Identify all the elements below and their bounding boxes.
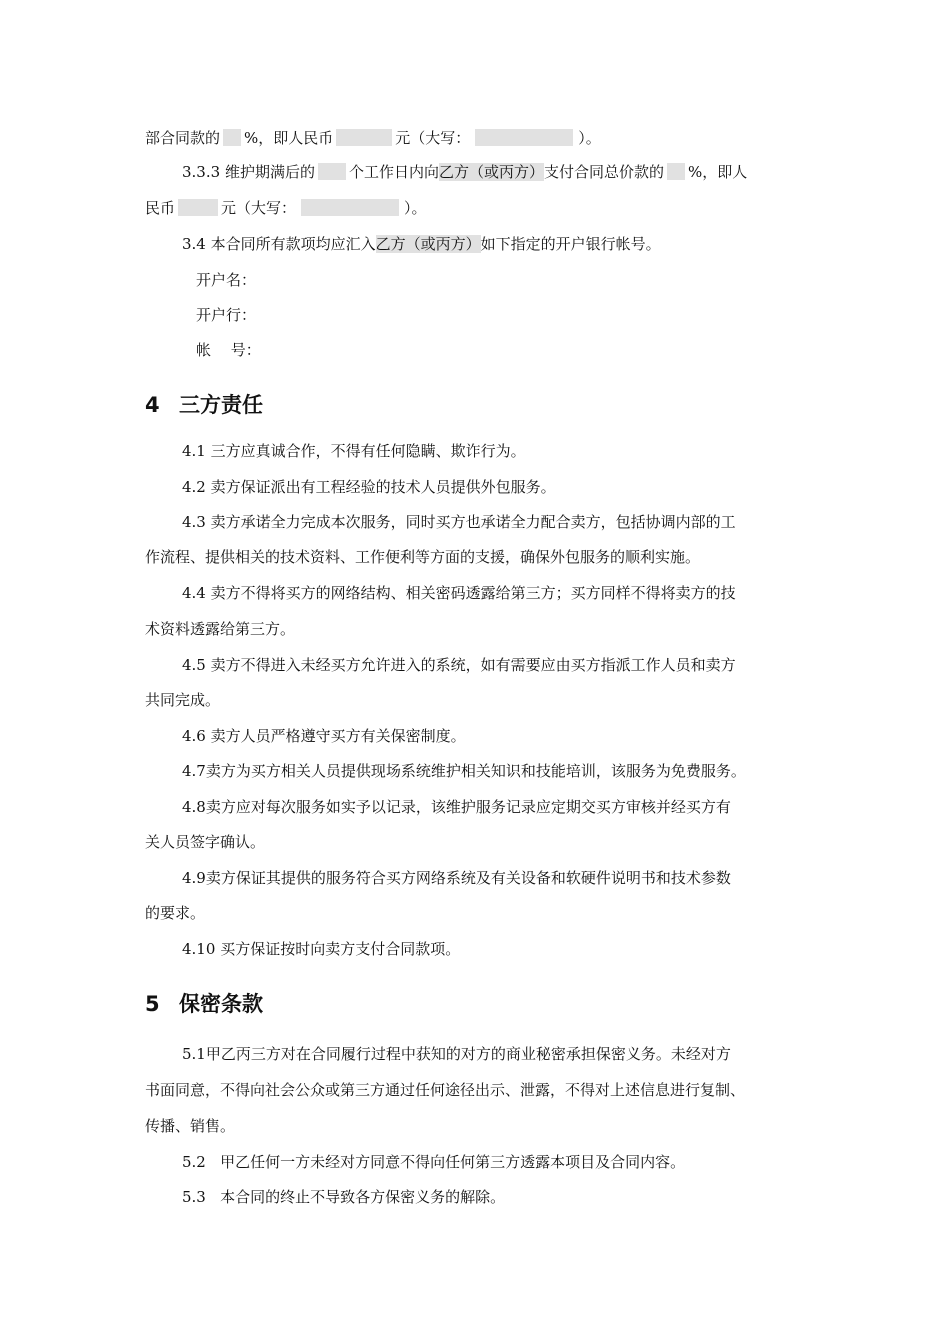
clause-number: 4.6 — [182, 727, 206, 745]
section-heading-5 — [145, 991, 263, 1017]
clause-number: 3.3.3 — [182, 163, 221, 181]
clause-number: 4.3 — [182, 513, 206, 531]
clause-4-3: 4.3 卖方承诺全力完成本次服务，同时买方也承诺全力配合卖方，包括协调内部的工 — [182, 513, 736, 531]
bank-field-account-name: 开户名： — [196, 271, 257, 289]
clause-4-7: 4.7卖方为买方相关人员提供现场系统维护相关知识和技能培训，该服务为免费服务。 — [182, 762, 746, 780]
redacted-blank — [178, 199, 218, 216]
clause-4-5-cont: 共同完成。 — [145, 691, 221, 709]
clause-number: 4.5 — [182, 656, 206, 674]
clause-number: 4.8 — [182, 798, 206, 816]
section-number: 4 — [145, 393, 160, 417]
clause-number: 4.9 — [182, 869, 206, 887]
clause-5-1-cont-2: 传播、销售。 — [145, 1117, 236, 1135]
section-heading-4 — [145, 392, 263, 418]
redacted-blank — [336, 129, 392, 146]
clause-4-10: 4.10 买方保证按时向卖方支付合同款项。 — [182, 940, 461, 958]
clause-number: 4.2 — [182, 478, 206, 496]
party-highlight: 乙方（或丙方） — [438, 163, 544, 181]
section-number: 5 — [145, 992, 160, 1016]
payment-line-a: 部合同款的 %，即人民币 元（大写： ）。 — [145, 129, 601, 147]
clause-4-3-cont: 作流程、提供相关的技术资料、工作便利等方面的支援，确保外包服务的顺利实施。 — [145, 548, 701, 566]
section-title: 保密条款 — [179, 992, 263, 1016]
clause-number: 4.10 — [182, 940, 216, 958]
clause-5-1-cont: 书面同意，不得向社会公众或第三方通过任何途径出示、泄露，不得对上述信息进行复制、 — [145, 1081, 746, 1099]
clause-number: 5.2 — [182, 1153, 206, 1171]
clause-4-6: 4.6 卖方人员严格遵守买方有关保密制度。 — [182, 727, 466, 745]
clause-number: 5.1 — [182, 1045, 206, 1063]
clause-3-3-3: 3.3.3 维护期满后的 个工作日内向乙方（或丙方）支付合同总价款的 %，即人 — [182, 163, 748, 181]
clause-4-8-cont: 关人员签字确认。 — [145, 833, 266, 851]
clause-5-3: 5.3 本合同的终止不导致各方保密义务的解除。 — [182, 1188, 506, 1206]
clause-number: 3.4 — [182, 235, 206, 253]
clause-number: 4.7 — [182, 762, 206, 780]
clause-3-4: 3.4 本合同所有款项均应汇入乙方（或丙方）如下指定的开户银行帐号。 — [182, 235, 661, 253]
redacted-blank — [318, 163, 346, 180]
clause-3-3-3-cont: 民币 元（大写： ）。 — [145, 199, 427, 217]
party-highlight: 乙方（或丙方） — [375, 235, 481, 253]
clause-4-2: 4.2 卖方保证派出有工程经验的技术人员提供外包服务。 — [182, 478, 556, 496]
redacted-blank — [667, 163, 685, 180]
redacted-blank — [475, 129, 573, 146]
clause-4-1: 4.1 三方应真诚合作，不得有任何隐瞒、欺诈行为。 — [182, 442, 526, 460]
section-title: 三方责任 — [179, 393, 263, 417]
clause-4-8: 4.8卖方应对每次服务如实予以记录，该维护服务记录应定期交买方审核并经买方有 — [182, 798, 731, 816]
clause-4-5: 4.5 卖方不得进入未经买方允许进入的系统，如有需要应由买方指派工作人员和卖方 — [182, 656, 736, 674]
bank-field-bank: 开户行： — [196, 306, 257, 324]
redacted-blank — [301, 199, 399, 216]
clause-4-9-cont: 的要求。 — [145, 904, 206, 922]
bank-field-account-number: 帐 号： — [196, 341, 261, 359]
redacted-blank — [223, 129, 241, 146]
clause-4-4-cont: 术资料透露给第三方。 — [145, 620, 296, 638]
clause-number: 4.4 — [182, 584, 206, 602]
clause-5-1: 5.1甲乙丙三方对在合同履行过程中获知的对方的商业秘密承担保密义务。未经对方 — [182, 1045, 731, 1063]
clause-4-9: 4.9卖方保证其提供的服务符合买方网络系统及有关设备和软硬件说明书和技术参数 — [182, 869, 731, 887]
clause-number: 5.3 — [182, 1188, 206, 1206]
clause-4-4: 4.4 卖方不得将买方的网络结构、相关密码透露给第三方；买方同样不得将卖方的技 — [182, 584, 736, 602]
clause-number: 4.1 — [182, 442, 206, 460]
clause-5-2: 5.2 甲乙任何一方未经对方同意不得向任何第三方透露本项目及合同内容。 — [182, 1153, 686, 1171]
